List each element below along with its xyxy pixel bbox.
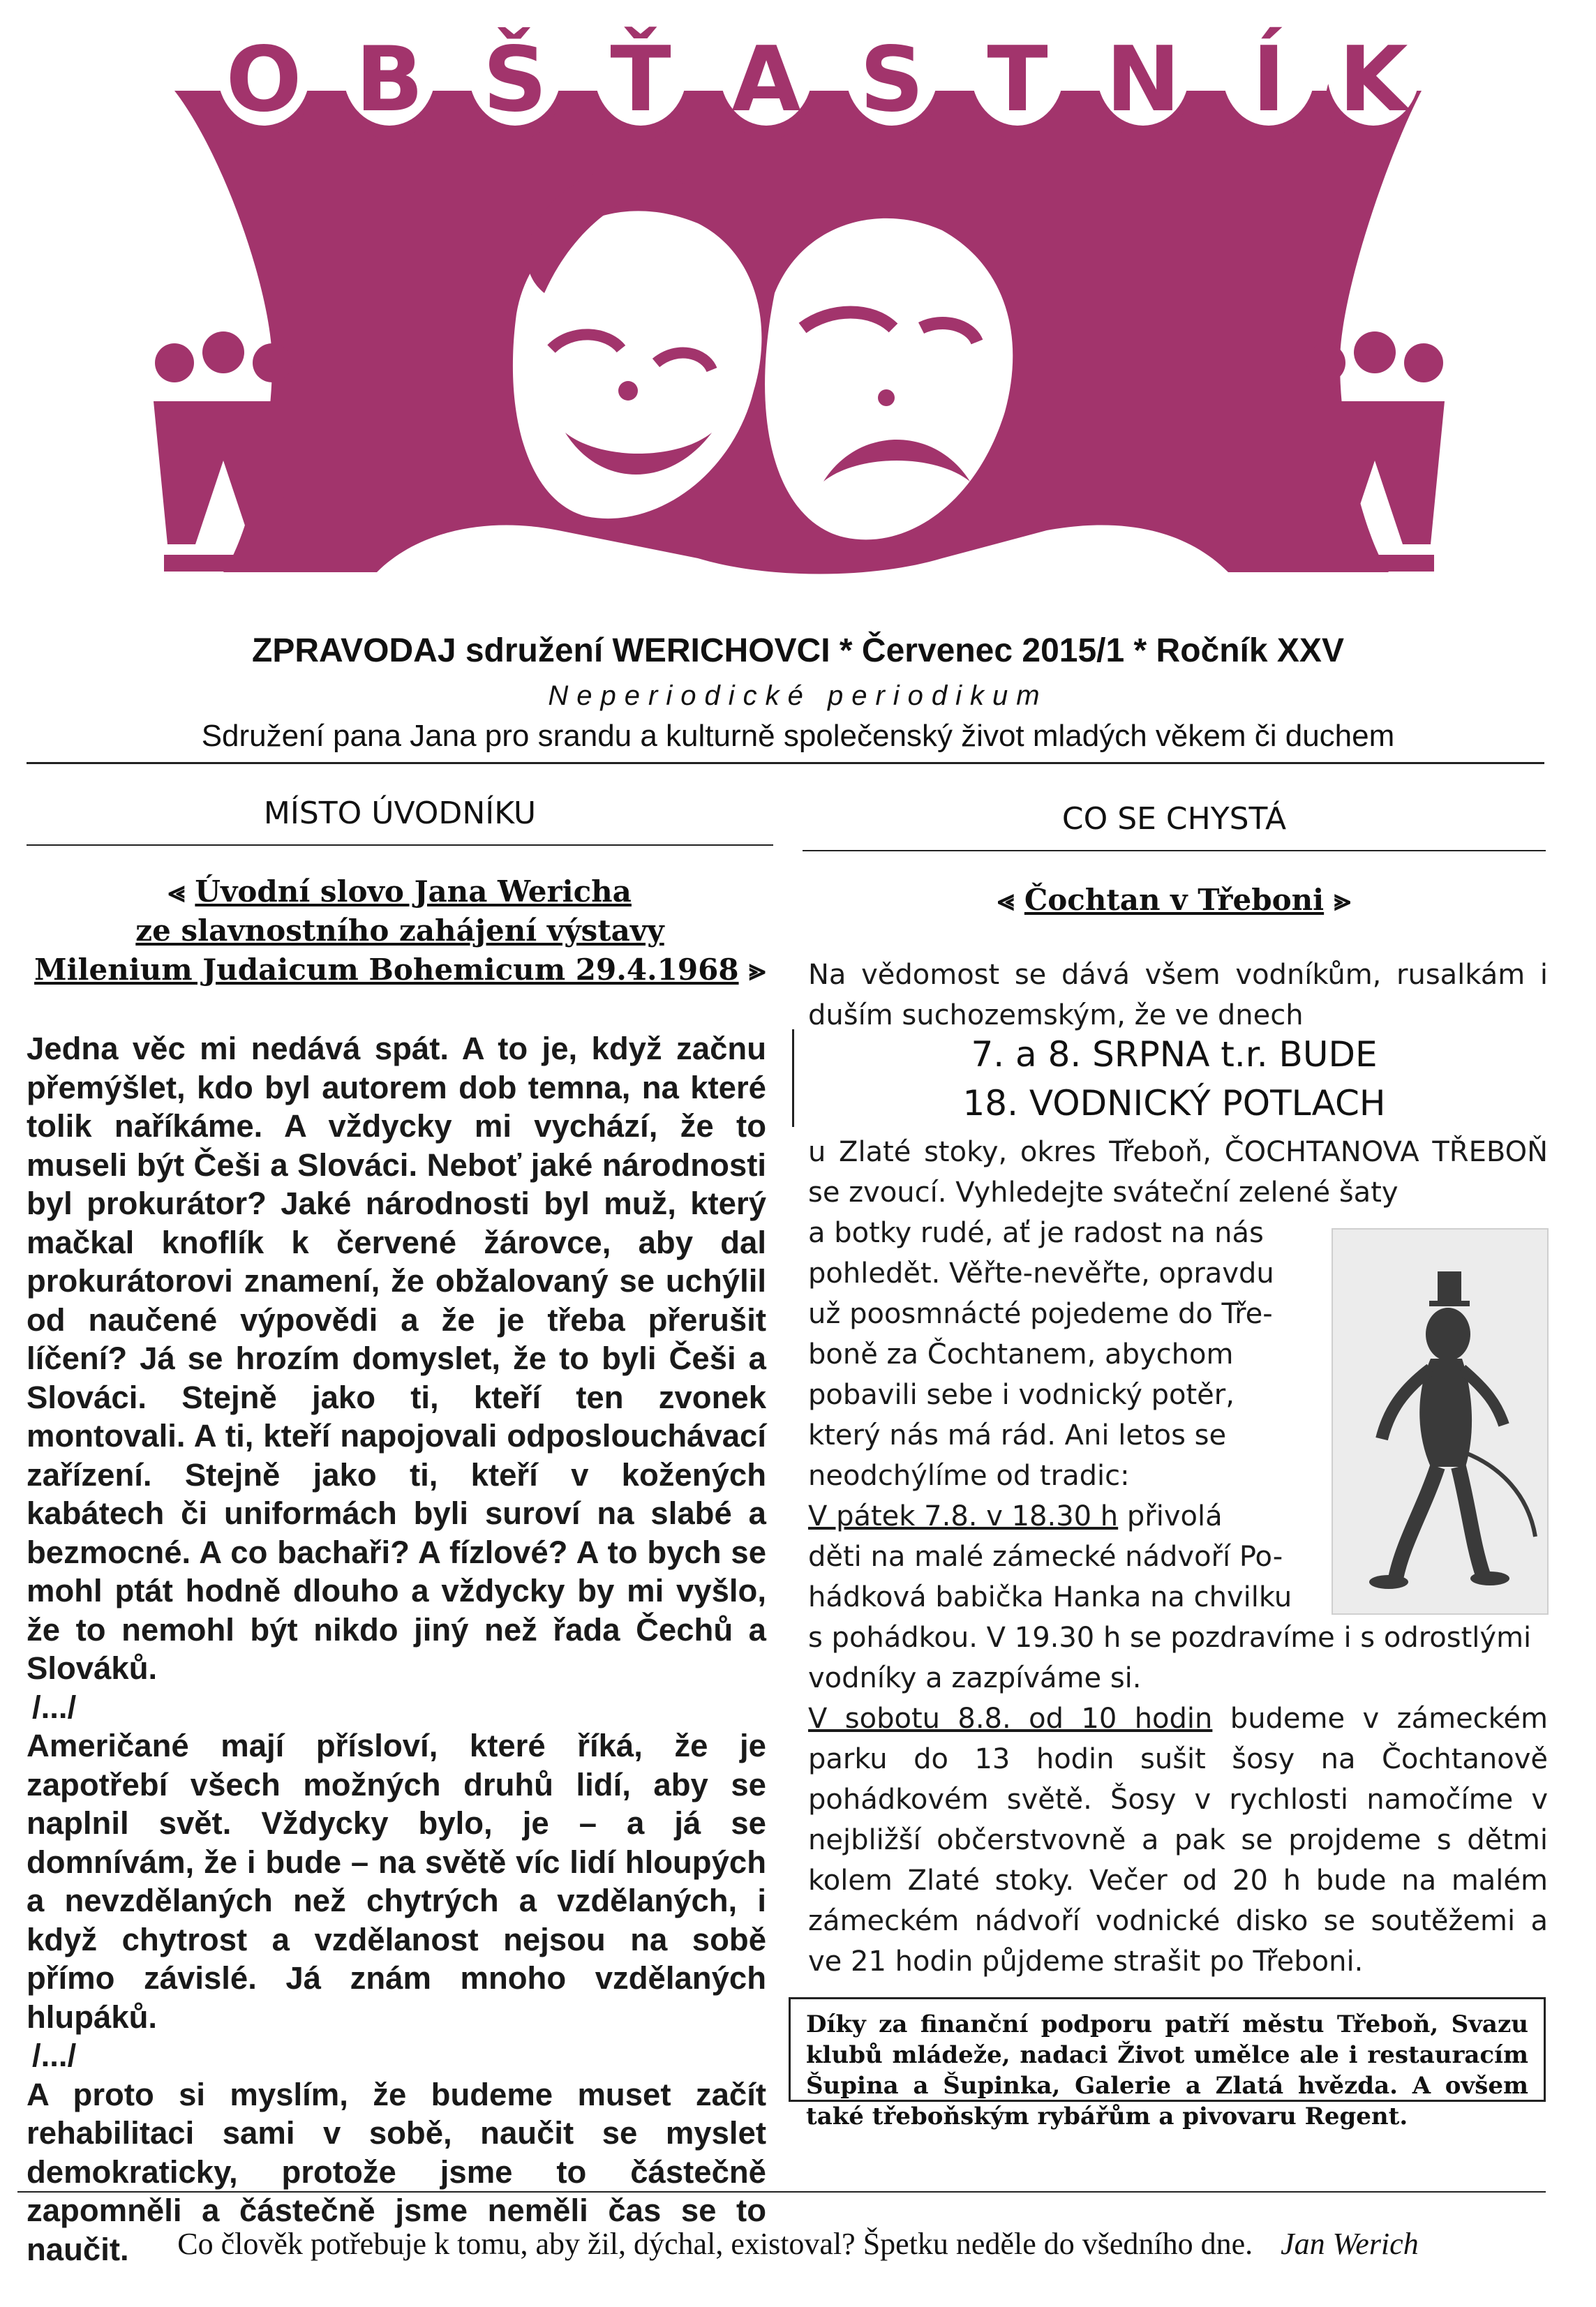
article-paragraph: Američané mají přísloví, které říká, že je zapotřebí všech možných druhů lidí, aby se naplnil svět. Vždycky bylo, je – a já se domnívám, že i bude – na světě víc lidí hloupých a nevzdělaných než chytrých a vzdělaných, i když chytrost a vzdělanost nejsou na sobě přímo závislé. Já znám mnoho vzdělaných hlupáků. — [27, 1728, 766, 2035]
omission-mark: /.../ — [32, 2038, 77, 2073]
title-letter: S — [846, 21, 938, 126]
right-article-title — [803, 881, 1546, 920]
text-line: už poosmnácté pojedeme do Tře- — [808, 1298, 1273, 1330]
friday-text: přivolá — [1118, 1500, 1223, 1532]
newsletter-tagline: Neperiodické periodikum — [548, 680, 1048, 711]
w-emblem-right-icon — [1305, 331, 1445, 572]
quote-open-icon: ⪡ — [168, 874, 195, 909]
left-section-title: MÍSTO ÚVODNÍKU — [263, 796, 537, 831]
header-divider — [27, 762, 1544, 764]
newsletter-info: ZPRAVODAJ sdružení WERICHOVCI * Červenec 2015/1 * Ročník XXV — [252, 632, 1344, 669]
friday-continuation: s pohádkou. V 19.30 h se pozdravíme i s odrostlými vodníky a zazpíváme si. — [808, 1622, 1532, 1694]
saturday-text: budeme v zámeckém parku do 13 hodin sušit šosy na Čochtanově pohádkovém světě. Šosy v rychlosti namočíme v nejbližší občerstvovně a pak se projdeme s dětmi kolem Zlaté stoky. Večer od 20 h bude na malém zámeckém nádvoří vodnické disko se soutěžemi a ve 21 hodin půjdeme strašit po Třeboni. — [808, 1703, 1548, 1978]
text-line: neodchýlíme od tradic: — [808, 1460, 1130, 1492]
quote-text: Co člověk potřebuje k tomu, aby žil, dýchal, existoval? Špetku neděle do všedního dne. — [177, 2227, 1253, 2261]
right-article-title-text: Čochtan v Třeboni — [1024, 883, 1325, 917]
title-letter: K — [1327, 21, 1419, 126]
quote-author: Jan Werich — [1281, 2227, 1419, 2261]
saturday-paragraph — [808, 1698, 1548, 1982]
article-paragraph: Jedna věc mi nedává spát. A to je, když začnu přemýšlet, kdo byl autorem dob temna, na které tolik naříkáme. A vždycky mi vychází, že to museli být Češi a Slováci. Neboť jaké národnosti byl prokurátor? Jaké národnosti byl muž, který mačkal knoflík k červené žárovce, aby dal prokurátorovi znamení, že obžalovaný se uchýlil od naučené výpovědi a že je třeba přerušit líčení? Já se hrozím domyslet, že to byli Češi a Slováci. Stejně jako ti, kteří ten zvonek montovali. A ti, kteří napojovali odposlouchávací zařízení. Stejně jako ti, kteří v kožených kabátech či uniformách byli suroví na slabé a bezmocné. A co bachaři? A fízlové? A to bych se mohl ptát hodně dlouho a vždycky by mi vyšlo, že to nemohl být nikdo jiný než řada Čechů a Slováků. — [27, 1031, 766, 1686]
event-paragraph: u Zlaté stoky, okres Třeboň, ČOCHTANOVA TŘEBOŇ se zvoucí. Vyhledejte sváteční zelené šaty — [808, 1136, 1548, 1209]
article-title-line3: Milenium Judaicum Bohemicum 29.4.1968 — [34, 953, 739, 987]
title-letter: Š — [469, 21, 561, 126]
friday-date: V pátek 7.8. v 18.30 h — [808, 1500, 1119, 1532]
article-title-line2: ze slavnostního zahájení výstavy — [135, 913, 664, 948]
footer-quote — [0, 2226, 1596, 2262]
association-description: Sdružení pana Jana pro srandu a kulturně společenský život mladých věkem či duchem — [201, 719, 1395, 753]
event-dates: 7. a 8. SRPNA t.r. BUDE — [971, 1034, 1378, 1075]
quote-open-icon: ⪡ — [997, 883, 1024, 917]
title-letter: Ť — [595, 21, 687, 126]
quote-close-icon: ⪢ — [738, 953, 766, 987]
saturday-date: V sobotu 8.8. od 10 hodin — [808, 1703, 1213, 1735]
article-paragraph: A proto si myslím, že budeme muset začít rehabilitaci sami v sobě, naučit se myslet demokraticky, protože jsme to částečně zapomněli a částečně jsme neměli čas se to naučit. — [27, 2076, 766, 2267]
event-paragraph-wrapped — [808, 1213, 1332, 1618]
right-section-title: CO SE CHYSTÁ — [1061, 801, 1287, 837]
left-article-title — [27, 872, 773, 990]
left-article-body — [27, 1029, 766, 2269]
title-letter: O — [218, 21, 310, 126]
title-letter: B — [343, 21, 435, 126]
vodnik-figure-icon — [1333, 1230, 1547, 1613]
event-highlight-bar — [792, 1029, 794, 1127]
right-section-divider — [803, 850, 1546, 851]
vodnik-illustration — [1332, 1228, 1549, 1615]
left-section-divider — [27, 844, 773, 846]
thanks-box: Díky za finanční podporu patří městu Třeboň, Svazu klubů mládeže, nadaci Život umělce ale i restauracím Šupina a Šupinka, Galerie a Zlatá hvězda. A ovšem také třeboňským rybářům a pivovaru Regent. — [789, 1997, 1546, 2102]
omission-mark: /.../ — [32, 1689, 77, 1725]
text-line: děti na malé zámecké nádvoří Po- — [808, 1541, 1283, 1573]
title-letter: T — [971, 21, 1064, 126]
quote-close-icon: ⪢ — [1324, 883, 1351, 917]
title-letter: A — [720, 21, 812, 126]
text-line: hádková babička Hanka na chvilku — [808, 1581, 1292, 1613]
title-letter: Í — [1223, 21, 1315, 126]
text-line: který nás má rád. Ani letos se — [808, 1419, 1227, 1451]
masthead — [0, 0, 1596, 607]
text-line: a botky rudé, ať je radost na nás — [808, 1217, 1264, 1249]
event-name: 18. VODNICKÝ POTLACH — [962, 1083, 1386, 1123]
text-line: pohledět. Věřte-nevěřte, opravdu — [808, 1257, 1274, 1290]
text-line — [808, 1496, 1332, 1537]
w-emblem-left-icon — [154, 331, 293, 572]
text-line: pobavili sebe i vodnický potěr, — [808, 1379, 1235, 1411]
article-title-line1: Úvodní slovo Jana Wericha — [195, 874, 632, 909]
title-letter: N — [1097, 21, 1189, 126]
text-line: boně za Čochtanem, abychom — [808, 1338, 1234, 1371]
event-intro: Na vědomost se dává všem vodníkům, rusalkám i duším suchozemským, že ve dnech — [808, 959, 1548, 1031]
footer-divider — [17, 2191, 1546, 2193]
